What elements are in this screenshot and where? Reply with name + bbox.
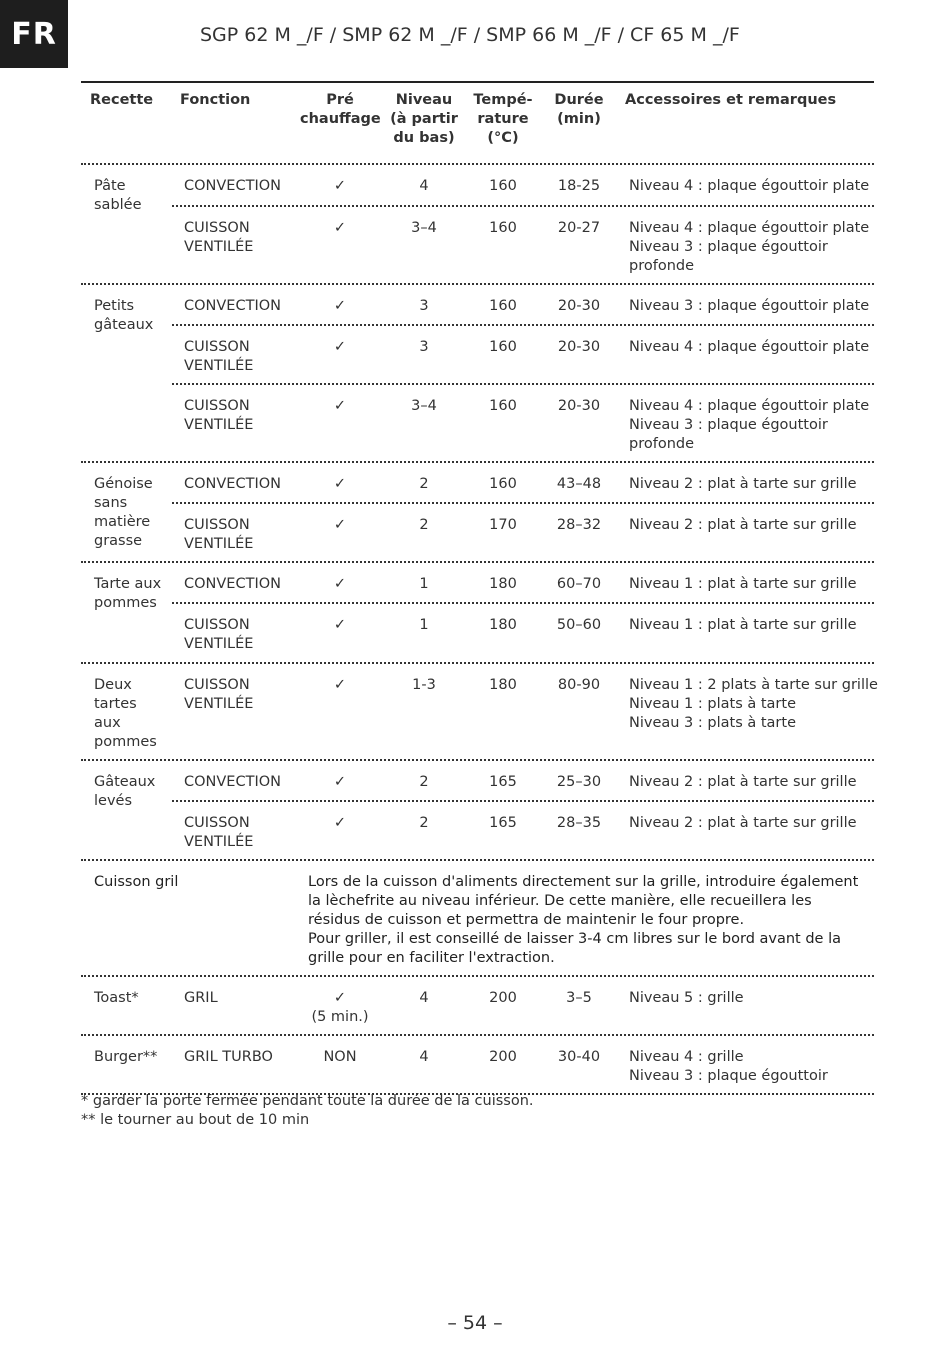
check-icon: ✓ [333, 398, 347, 414]
footnote: ** le tourner au bout de 10 min [81, 1112, 310, 1128]
cell-accessoires: Niveau 4 : plaque égouttoir plate Niveau 3 : plaque égouttoir profonde [629, 398, 870, 452]
cell-accessoires: Niveau 1 : 2 plats à tarte sur grille Niveau 1 : plats à tarte Niveau 3 : plats à tarte [629, 677, 878, 731]
sub-row [172, 602, 874, 662]
cell-accessoires: Niveau 2 : plat à tarte sur grille [629, 476, 857, 492]
table-header [81, 81, 874, 165]
check-icon: ✓ [333, 617, 347, 633]
gril-note [308, 873, 868, 968]
cell-niveau: 3 [419, 298, 429, 314]
header-niveau: Niveau (à partir du bas) [390, 92, 458, 146]
recipe-table [81, 81, 878, 1095]
gril-note-paragraph: Pour griller, il est conseillé de laisser 3-4 cm libres sur le bord avant de la grille pour en faciliter l'extraction. [308, 931, 841, 966]
check-icon: ✓ [333, 220, 347, 236]
sub-row [172, 324, 874, 383]
cell-fonction: CONVECTION [184, 178, 281, 194]
cell-niveau: 3–4 [411, 220, 437, 236]
cell-duree: 43–48 [556, 476, 602, 492]
recipe-name: Petits gâteaux [94, 298, 154, 333]
recipe-name: Pâte sablée [94, 178, 142, 213]
sub-row [172, 800, 874, 859]
cell-fonction: CUISSON VENTILÉE [184, 517, 254, 552]
recipe-name: Gâteaux levés [94, 774, 156, 809]
cell-niveau: 3–4 [411, 398, 437, 414]
cell-accessoires: Niveau 1 : plat à tarte sur grille [629, 617, 857, 633]
cell-accessoires: Niveau 1 : plat à tarte sur grille [629, 576, 857, 592]
footnote: * garder la porte fermée pendant toute la durée de la cuisson. [81, 1093, 534, 1109]
cell-fonction: CUISSON VENTILÉE [184, 617, 254, 652]
cell-fonction: CUISSON VENTILÉE [184, 220, 254, 255]
cell-niveau: 4 [419, 990, 429, 1006]
sub-row [172, 1036, 874, 1093]
check-icon: ✓ [333, 178, 347, 194]
cell-duree: 60–70 [556, 576, 602, 592]
page-title: SGP 62 M _/F / SMP 62 M _/F / SMP 66 M _/F / CF 65 M _/F [200, 24, 740, 46]
cell-niveau: 3 [419, 339, 429, 355]
cell-temperature: 180 [489, 617, 517, 633]
table-row [81, 761, 874, 861]
cell-temperature: 180 [489, 677, 517, 693]
recipe-name: Toast* [94, 990, 139, 1006]
cell-niveau: 2 [419, 476, 429, 492]
recipe-name: Génoise sans matière grasse [94, 476, 153, 549]
check-icon: ✓ [333, 774, 347, 790]
sub-row [172, 664, 878, 759]
cell-fonction: CONVECTION [184, 576, 281, 592]
cell-fonction: CONVECTION [184, 774, 281, 790]
sub-row [172, 563, 874, 602]
sub-row [172, 761, 874, 800]
cell-duree: 3–5 [566, 990, 592, 1006]
cell-duree: 20-30 [557, 398, 601, 414]
cell-niveau: 4 [419, 1049, 429, 1065]
sub-row [172, 463, 874, 502]
recipe-name: Tarte aux pommes [94, 576, 162, 611]
cell-fonction: GRIL TURBO [184, 1049, 273, 1065]
cell-accessoires: Niveau 4 : plaque égouttoir plate [629, 339, 870, 355]
cell-accessoires: Niveau 4 : plaque égouttoir plate Niveau 3 : plaque égouttoir profonde [629, 220, 870, 274]
check-icon: ✓ [333, 576, 347, 592]
sub-row [172, 165, 874, 205]
recipe-name: Deux tartes aux pommes [94, 677, 157, 750]
page-number: – 54 – [447, 1312, 503, 1334]
cell-accessoires: Niveau 4 : grille Niveau 3 : plaque égouttoir [629, 1049, 828, 1084]
cell-temperature: 160 [489, 398, 517, 414]
sub-row [172, 205, 874, 283]
table-row [81, 861, 874, 977]
recipe-name: Burger** [94, 1049, 158, 1065]
cell-accessoires: Niveau 5 : grille [629, 990, 744, 1006]
header-accessoires: Accessoires et remarques [625, 92, 837, 108]
table-row [81, 563, 874, 664]
header-fonction: Fonction [180, 92, 251, 108]
cell-niveau: 4 [419, 178, 429, 194]
cell-fonction: CUISSON VENTILÉE [184, 815, 254, 850]
sub-row [172, 977, 874, 1034]
cell-duree: 18-25 [557, 178, 601, 194]
cell-duree: 25–30 [556, 774, 602, 790]
cell-fonction: GRIL [184, 990, 218, 1006]
cell-duree: 50–60 [556, 617, 602, 633]
cell-accessoires: Niveau 2 : plat à tarte sur grille [629, 815, 857, 831]
cell-niveau: 2 [419, 774, 429, 790]
check-icon: ✓ (5 min.) [311, 990, 369, 1025]
gril-note-paragraph: Lors de la cuisson d'aliments directement sur la grille, introduire également la lèchefrite au niveau inférieur. De cette manière, elle recueillera les résidus de cuisson et permettra de maintenir le four propre. [308, 874, 859, 928]
cell-temperature: 160 [489, 339, 517, 355]
cell-niveau: 1 [419, 576, 429, 592]
cell-temperature: 160 [489, 476, 517, 492]
cell-fonction: CUISSON VENTILÉE [184, 398, 254, 433]
cell-temperature: 200 [489, 990, 517, 1006]
header-duree: Durée (min) [554, 92, 604, 127]
cell-duree: 20-30 [557, 298, 601, 314]
recipe-name: Cuisson gril [94, 874, 179, 890]
table-row [81, 1036, 874, 1095]
check-icon: ✓ [333, 298, 347, 314]
cell-temperature: 170 [489, 517, 517, 533]
header-prechauffage: Pré chauffage [300, 92, 381, 127]
check-icon: ✓ [333, 339, 347, 355]
table-row [81, 977, 874, 1036]
cell-fonction: CONVECTION [184, 298, 281, 314]
table-row [81, 285, 874, 463]
table-row [81, 463, 874, 563]
sub-row [172, 502, 874, 561]
cell-temperature: 160 [489, 298, 517, 314]
cell-accessoires: Niveau 2 : plat à tarte sur grille [629, 517, 857, 533]
footnotes [81, 1092, 534, 1130]
cell-niveau: 1 [419, 617, 429, 633]
language-badge: FR [0, 0, 68, 68]
cell-accessoires: Niveau 4 : plaque égouttoir plate [629, 178, 870, 194]
header-recette: Recette [90, 92, 154, 108]
check-icon: ✓ [333, 815, 347, 831]
cell-duree: 28–32 [556, 517, 602, 533]
cell-accessoires: Niveau 3 : plaque égouttoir plate [629, 298, 870, 314]
cell-temperature: 165 [489, 774, 517, 790]
cell-fonction: CUISSON VENTILÉE [184, 677, 254, 712]
cell-duree: 28–35 [556, 815, 602, 831]
check-icon: ✓ [333, 677, 347, 693]
cell-temperature: 165 [489, 815, 517, 831]
table-row [81, 165, 874, 285]
cell-niveau: 2 [419, 517, 429, 533]
cell-fonction: CONVECTION [184, 476, 281, 492]
cell-fonction: CUISSON VENTILÉE [184, 339, 254, 374]
sub-row [172, 383, 874, 461]
sub-row [172, 285, 874, 324]
cell-duree: 30-40 [557, 1049, 601, 1065]
cell-temperature: 160 [489, 178, 517, 194]
table-row [81, 664, 878, 761]
cell-accessoires: Niveau 2 : plat à tarte sur grille [629, 774, 857, 790]
check-icon: ✓ [333, 517, 347, 533]
cell-niveau: 1-3 [412, 677, 436, 693]
cell-duree: 20-27 [557, 220, 601, 236]
header-temperature: Tempé- rature (°C) [473, 92, 533, 146]
cell-duree: 80-90 [557, 677, 601, 693]
check-icon: ✓ [333, 476, 347, 492]
cell-prechauffage: NON [323, 1049, 357, 1065]
cell-temperature: 160 [489, 220, 517, 236]
cell-duree: 20-30 [557, 339, 601, 355]
cell-temperature: 180 [489, 576, 517, 592]
cell-niveau: 2 [419, 815, 429, 831]
cell-temperature: 200 [489, 1049, 517, 1065]
